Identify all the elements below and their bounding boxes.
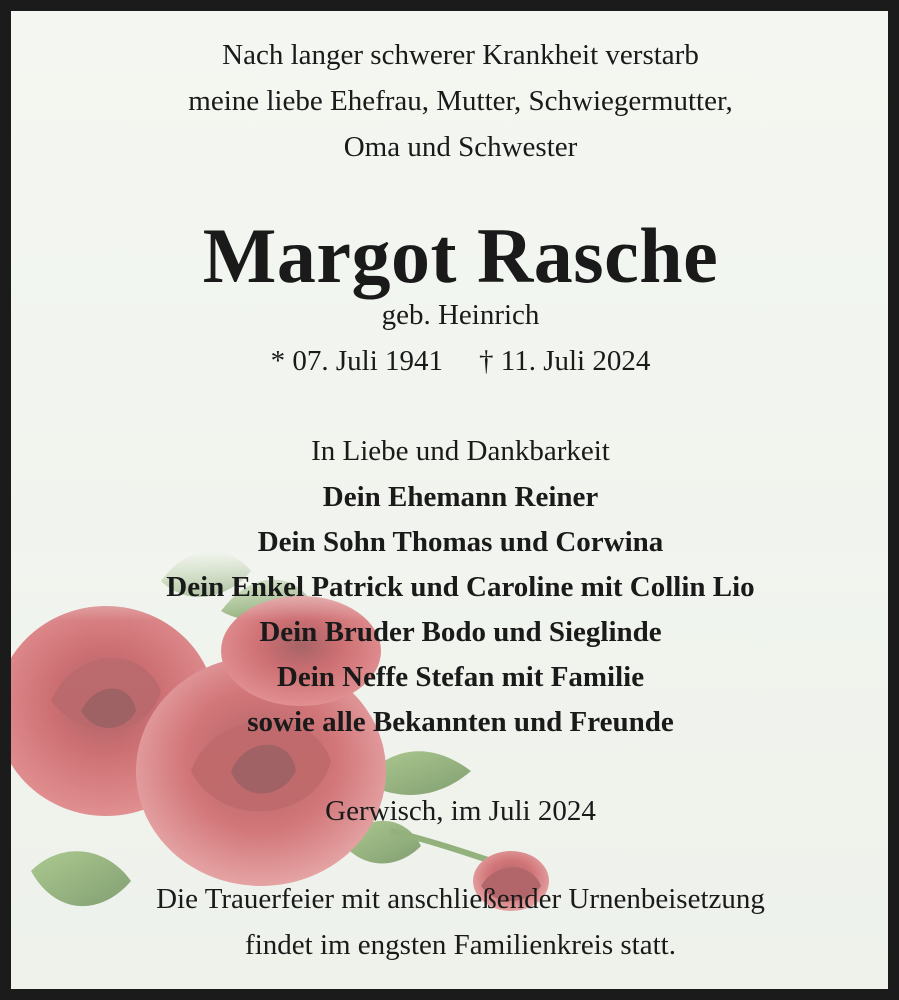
deceased-name: Margot Rasche bbox=[202, 212, 719, 299]
intro-line-1: Nach langer schwerer Krankheit verstarb bbox=[222, 39, 699, 71]
intro-line-2: meine liebe Ehefrau, Mutter, Schwiegermutter, bbox=[188, 85, 733, 117]
mourner-line: Dein Neffe Stefan mit Familie bbox=[276, 661, 645, 693]
life-dates bbox=[11, 345, 899, 378]
mourner-line: sowie alle Bekannten und Freunde bbox=[247, 706, 674, 738]
born-name: geb. Heinrich bbox=[381, 299, 540, 331]
mourners-intro: In Liebe und Dankbarkeit bbox=[311, 435, 610, 467]
mourner-line: Dein Sohn Thomas und Corwina bbox=[257, 526, 664, 558]
mourner-line: Dein Ehemann Reiner bbox=[322, 481, 599, 513]
funeral-notice-line-2: findet im engsten Familienkreis statt. bbox=[245, 929, 676, 961]
birth-date: * 07. Juli 1941 bbox=[270, 345, 444, 377]
mourner-line: Dein Bruder Bodo und Sieglinde bbox=[259, 616, 662, 648]
death-date: † 11. Juli 2024 bbox=[479, 345, 651, 377]
funeral-notice-line-1: Die Trauerfeier mit anschließender Urnenbeisetzung bbox=[156, 883, 765, 915]
mourner-line: Dein Enkel Patrick und Caroline mit Collin Lio bbox=[166, 571, 755, 603]
intro-line-3: Oma und Schwester bbox=[343, 131, 578, 163]
place-date: Gerwisch, im Juli 2024 bbox=[325, 795, 596, 827]
